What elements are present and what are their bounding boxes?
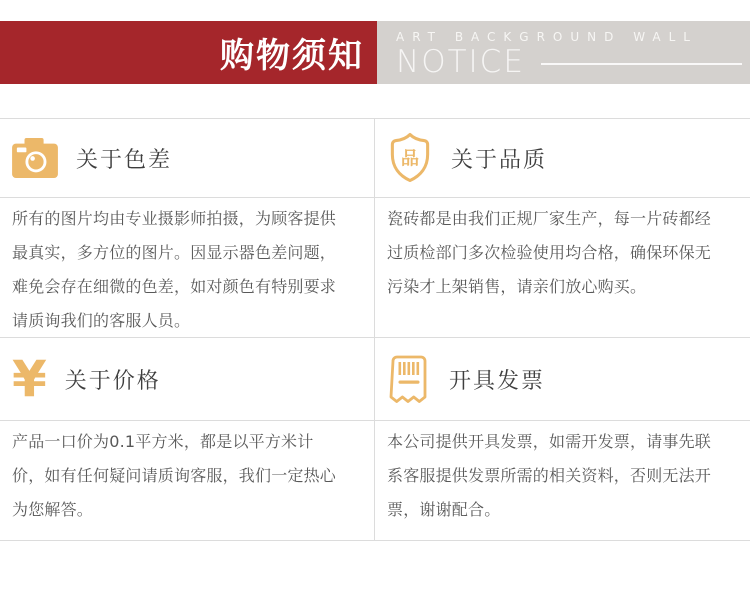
- header-notice-text: NOTICE: [396, 44, 525, 80]
- svg-text:品: 品: [400, 148, 420, 170]
- section-quality-body: 瓷砖都是由我们正规厂家生产，每一片砖都经过质检部门多次检验使用均合格，确保环保无污染才上架销售，请亲们放心购买。: [375, 198, 750, 338]
- text-row-1: [0, 198, 750, 338]
- section-title: 关于价格: [64, 368, 161, 394]
- notice-grid: [0, 118, 750, 541]
- section-title: 关于品质: [451, 147, 548, 173]
- section-title: 关于色差: [76, 147, 173, 173]
- section-color-diff-title: [0, 119, 375, 198]
- invoice-icon: [387, 354, 431, 404]
- quality-shield-icon: [387, 132, 433, 184]
- header-banner: [0, 21, 750, 84]
- shopping-notice-panel: [0, 21, 750, 589]
- header-notice-row: [396, 45, 750, 79]
- section-title: 开具发票: [449, 368, 546, 394]
- camera-icon: [12, 137, 58, 179]
- header-divider-line: [541, 63, 742, 65]
- page-title: 购物须知: [220, 36, 364, 76]
- section-invoice-body: 本公司提供开具发票，如需开发票，请事先联系客服提供发票所需的相关资料，否则无法开票，谢谢配合。: [375, 421, 750, 541]
- header-art-text: ART BACKGROUND WALL: [396, 30, 698, 44]
- title-row-1: [0, 119, 750, 198]
- section-invoice-title: [375, 338, 750, 421]
- header-title-box: [0, 21, 377, 84]
- text-row-2: [0, 421, 750, 541]
- title-row-2: [0, 338, 750, 421]
- section-quality-title: [375, 119, 750, 198]
- section-price-title: [0, 338, 375, 421]
- section-price-body: 产品一口价为0.1平方米，都是以平方米计价，如有任何疑问请质询客服，我们一定热心为您解答。: [0, 421, 375, 541]
- header-subtitle-box: [377, 21, 750, 84]
- section-color-diff-body: 所有的图片均由专业摄影师拍摄，为顾客提供最真实，多方位的图片。因显示器色差问题，难免会存在细微的色差，如对颜色有特别要求请质询我们的客服人员。: [0, 198, 375, 338]
- yuan-price-icon: ¥: [12, 350, 47, 408]
